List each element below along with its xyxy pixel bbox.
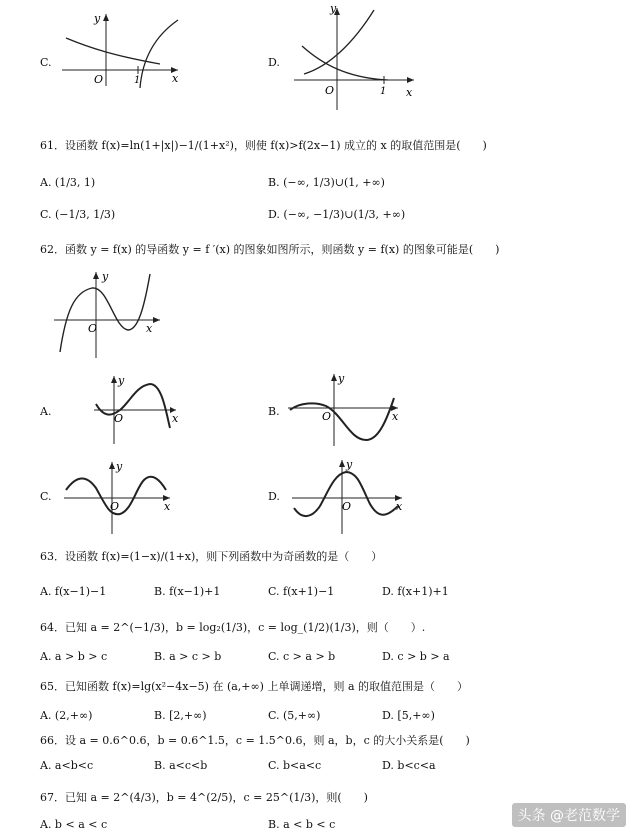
q66-stem: 66．设 a = 0.6^0.6，b = 0.6^1.5，c = 1.5^0.6，则 a，b，c 的大小关系是( ) <box>40 734 470 747</box>
q62c-origin-label: O <box>110 500 120 513</box>
q62-graph-d[interactable] <box>290 456 410 536</box>
q62-option-b-label[interactable]: B. <box>268 405 280 418</box>
q66-option-d[interactable]: D. b<c<a <box>382 759 436 772</box>
q65-option-b[interactable]: B. [2,+∞) <box>154 709 207 722</box>
q67-option-a[interactable]: A. b < a < c <box>40 818 108 831</box>
q62b-origin-label: O <box>322 410 332 423</box>
q64-option-a[interactable]: A. a > b > c <box>40 650 108 663</box>
q62-option-a-label[interactable]: A. <box>40 405 52 418</box>
q66-option-b[interactable]: B. a<c<b <box>154 759 208 772</box>
q66-option-c[interactable]: C. b<a<c <box>268 759 322 772</box>
q60-option-d-label: D. <box>268 56 280 69</box>
q60d-x-label: x <box>406 86 413 99</box>
q63-option-a[interactable]: A. f(x−1)−1 <box>40 585 107 598</box>
q63-option-b[interactable]: B. f(x−1)+1 <box>154 585 221 598</box>
q63-option-d[interactable]: D. f(x+1)+1 <box>382 585 449 598</box>
q62d-y-label: y <box>346 458 353 471</box>
q64-option-c[interactable]: C. c > a > b <box>268 650 336 663</box>
q60-option-c-label: C. <box>40 56 52 69</box>
q65-option-d[interactable]: D. [5,+∞) <box>382 709 435 722</box>
q65-option-c[interactable]: C. (5,+∞) <box>268 709 321 722</box>
q60c-origin-label: O <box>94 73 104 86</box>
q67-stem: 67．已知 a = 2^(4/3)，b = 4^(2/5)，c = 25^(1/3)，则( ) <box>40 791 368 804</box>
q62-main-y-label: y <box>102 270 109 283</box>
q60-graph-c <box>60 8 190 88</box>
q62c-y-label: y <box>116 460 123 473</box>
q64-option-d[interactable]: D. c > b > a <box>382 650 450 663</box>
q62-option-c-label[interactable]: C. <box>40 490 52 503</box>
q65-option-a[interactable]: A. (2,+∞) <box>40 709 93 722</box>
q65-stem: 65．已知函数 f(x)=lg(x²−4x−5) 在 (a,+∞) 上单调递增，则 a 的取值范围是（ ） <box>40 680 469 693</box>
q62b-x-label: x <box>392 410 399 423</box>
q61-option-b[interactable]: B. (−∞, 1/3)∪(1, +∞) <box>268 176 385 189</box>
q61-option-a[interactable]: A. (1/3, 1) <box>40 176 96 189</box>
q60d-one-label: 1 <box>380 86 387 97</box>
q61-option-c[interactable]: C. (−1/3, 1/3) <box>40 208 116 221</box>
q62a-y-label: y <box>118 374 125 387</box>
q60d-origin-label: O <box>325 84 335 97</box>
q66-option-a[interactable]: A. a<b<c <box>40 759 94 772</box>
q62-derivative-graph <box>52 268 167 360</box>
q64-stem: 64．已知 a = 2^(−1/3)，b = log₂(1/3)，c = log_(1/2)(1/3)，则（ ）. <box>40 621 426 634</box>
q64-option-b[interactable]: B. a > c > b <box>154 650 222 663</box>
q62d-x-label: x <box>396 500 403 513</box>
q60-graph-d <box>292 2 422 112</box>
watermark: 头条 @老范数学 <box>512 803 626 827</box>
q60c-y-label: y <box>94 12 101 25</box>
q62-main-origin-label: O <box>88 322 98 335</box>
q62b-y-label: y <box>338 372 345 385</box>
q61-stem: 61．设函数 f(x)=ln(1+|x|)−1/(1+x²)，则使 f(x)>f(2x−1) 成立的 x 的取值范围是( ) <box>40 139 487 152</box>
q63-option-c[interactable]: C. f(x+1)−1 <box>268 585 335 598</box>
q62-graph-c[interactable] <box>62 458 177 538</box>
q60d-y-label: y <box>330 2 337 15</box>
q62-main-x-label: x <box>146 322 153 335</box>
q62a-x-label: x <box>172 412 179 425</box>
q62-graph-a[interactable] <box>92 372 182 452</box>
q60c-one-label: 1 <box>134 75 141 86</box>
q60c-x-label: x <box>172 72 179 85</box>
q63-stem: 63．设函数 f(x)=(1−x)/(1+x)，则下列函数中为奇函数的是（ ） <box>40 550 383 563</box>
q62c-x-label: x <box>164 500 171 513</box>
q61-option-d[interactable]: D. (−∞, −1/3)∪(1/3, +∞) <box>268 208 406 221</box>
q62d-origin-label: O <box>342 500 352 513</box>
q67-option-b[interactable]: B. a < b < c <box>268 818 336 831</box>
q62-option-d-label[interactable]: D. <box>268 490 280 503</box>
q62a-origin-label: O <box>114 412 124 425</box>
q62-stem: 62．函数 y = f(x) 的导函数 y = f ′(x) 的图象如图所示，则函数 y = f(x) 的图象可能是( ) <box>40 243 500 256</box>
q62-graph-b[interactable] <box>286 370 406 450</box>
